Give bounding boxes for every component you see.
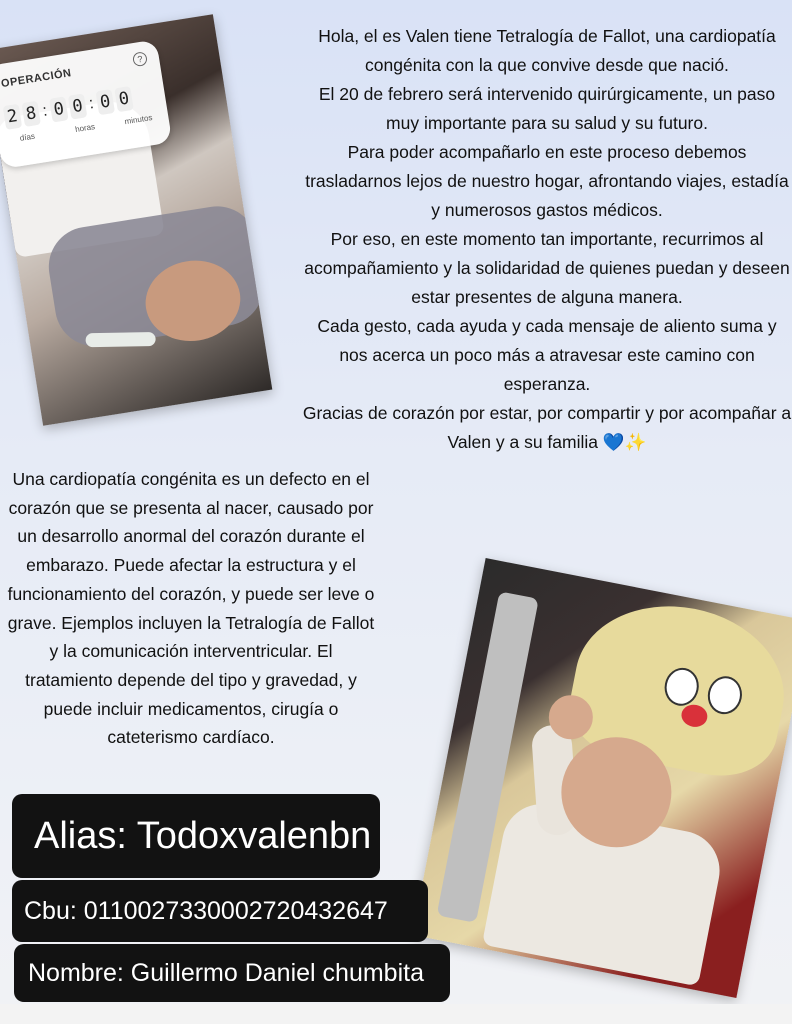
cbu-tag: Cbu: 0110027330002720432647 <box>12 880 428 942</box>
bottom-strip <box>0 1004 792 1024</box>
message-paragraph: Para poder acompañarlo en este proceso debemos trasladarnos lejos de nuestro hogar, afrontando viajes, estadía y numerosos gastos médicos. <box>305 142 789 220</box>
label-days: días <box>19 131 36 143</box>
digit: 0 <box>114 86 134 112</box>
countdown-digits <box>3 86 134 130</box>
baby-photo <box>412 558 792 998</box>
ultrasound-probe <box>86 332 156 347</box>
digit: 0 <box>68 93 88 119</box>
ultrasound-photo <box>0 14 272 426</box>
label-minutes: minutos <box>123 112 153 127</box>
message-paragraph: El 20 de febrero será intervenido quirúrgicamente, un paso muy importante para su salud y su futuro. <box>318 84 776 133</box>
digit: 2 <box>3 104 23 130</box>
digit: 8 <box>21 101 41 127</box>
info-text: Una cardiopatía congénita es un defecto en el corazón que se presenta al nacer, causado por un desarrollo anormal del corazón durante el embarazo. Puede afectar la estructura y el funcionamiento del corazón, y puede ser leve o grave. Ejemplos incluyen la Tetralogía de Fallot y la comunicación interventricular. El tratamiento depende del tipo y gravedad, y puede incluir medicamentos, cirugía o cateterismo cardíaco. <box>7 469 375 748</box>
digit: 0 <box>95 89 115 115</box>
name-tag: Nombre: Guillermo Daniel chumbita <box>14 944 450 1002</box>
main-message <box>302 22 792 457</box>
info-icon: ? <box>132 51 148 67</box>
alias-tag: Alias: Todoxvalenbn <box>12 794 380 878</box>
colon-separator: : <box>87 95 95 113</box>
message-paragraph: Gracias de corazón por estar, por compartir y por acompañar a Valen y a su familia 💙✨ <box>302 403 792 452</box>
countdown-title: OPERACIÓN <box>0 67 73 91</box>
digit: 0 <box>49 96 69 122</box>
message-paragraph: Por eso, en este momento tan importante, recurrimos al acompañamiento y la solidaridad de quienes puedan y deseen estar presentes de alguna manera. <box>304 229 790 307</box>
message-paragraph: Cada gesto, cada ayuda y cada mensaje de aliento suma y nos acerca un poco más a atravesar este camino con esperanza. <box>317 316 777 394</box>
message-paragraph: Hola, el es Valen tiene Tetralogía de Fallot, una cardiopatía congénita con la que convive desde que nació. <box>318 26 776 75</box>
colon-separator: : <box>41 102 49 120</box>
label-hours: horas <box>74 122 96 135</box>
